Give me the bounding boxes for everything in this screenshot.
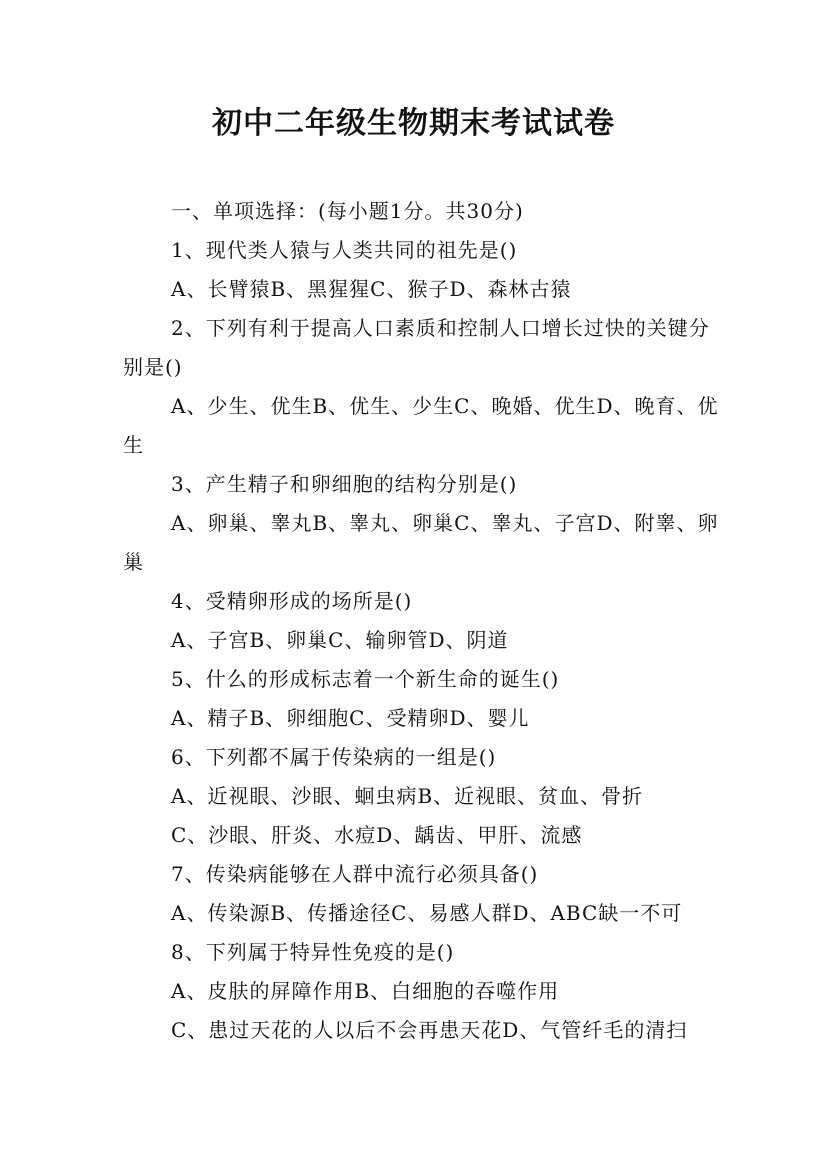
question-4-options: A、子宫B、卵巢C、输卵管D、阴道 [171,628,509,652]
question-8-options-cd: C、患过天花的人以后不会再患天花D、气管纤毛的清扫 [171,1018,688,1042]
question-6: 6、下列都不属于传染病的一组是() [171,745,497,769]
question-6-options-cd: C、沙眼、肝炎、水痘D、龋齿、甲肝、流感 [171,823,583,847]
question-8-options-ab: A、皮肤的屏障作用B、白细胞的吞噬作用 [171,979,560,1003]
document-title: 初中二年级生物期末考试试卷 [212,106,615,141]
question-8: 8、下列属于特异性免疫的是() [171,940,455,964]
question-3: 3、产生精子和卵细胞的结构分别是() [171,472,518,496]
question-7-options: A、传染源B、传播途径C、易感人群D、ABC缺一不可 [171,901,683,925]
question-6-options-ab: A、近视眼、沙眼、蛔虫病B、近视眼、贫血、骨折 [171,784,644,808]
question-2: 2、下列有利于提高人口素质和控制人口增长过快的关键分别是() [123,316,710,379]
question-5: 5、什么的形成标志着一个新生命的诞生() [171,667,560,691]
question-4: 4、受精卵形成的场所是() [171,589,413,613]
question-1-options: A、长臂猿B、黑猩猩C、猴子D、森林古猿 [171,277,572,301]
question-3-options: A、卵巢、睾丸B、睾丸、卵巢C、睾丸、子宫D、附睾、卵巢 [123,511,719,574]
document-body [123,192,723,1050]
question-1: 1、现代类人猿与人类共同的祖先是() [171,238,518,262]
question-7: 7、传染病能够在人群中流行必须具备() [171,862,539,886]
section-heading: 一、单项选择：(每小题1分。共30分) [171,199,524,223]
question-5-options: A、精子B、卵细胞C、受精卵D、婴儿 [171,706,530,730]
question-2-options: A、少生、优生B、优生、少生C、晚婚、优生D、晚育、优生 [123,394,719,457]
